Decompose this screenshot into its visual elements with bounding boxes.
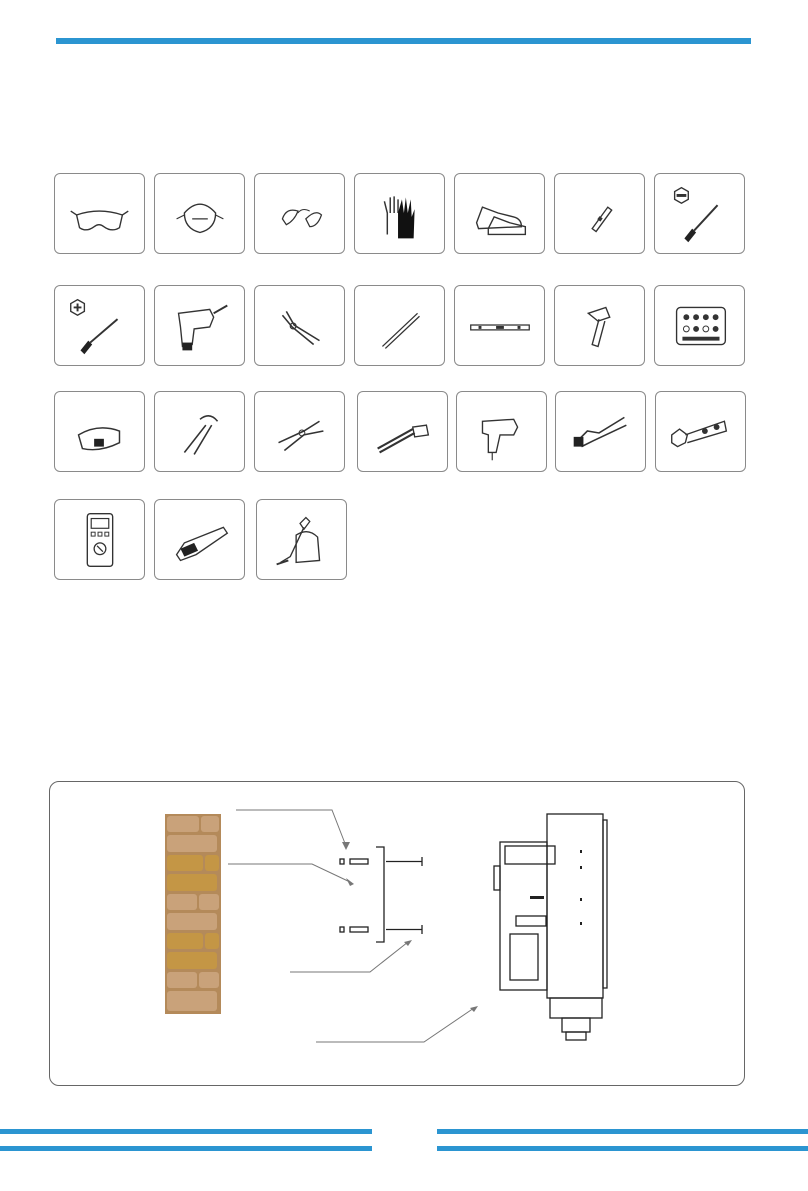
tool-tile-diagonal-pliers [254, 285, 345, 366]
tool-tile-wire-stripper [254, 391, 345, 472]
tool-tile-spirit-level [454, 285, 545, 366]
dust-mask-icon [155, 174, 244, 253]
vacuum-cleaner-icon [257, 500, 346, 579]
crimping-tool-rj45-icon [556, 392, 645, 471]
spirit-level-icon [455, 286, 544, 365]
tape-measure-icon [55, 392, 144, 471]
safety-goggles-icon [55, 174, 144, 253]
footer-bar-right-bottom [437, 1146, 808, 1151]
tool-tile-slotted-screwdriver [654, 173, 745, 254]
mc4-disconnect-wrench-icon [656, 392, 745, 471]
utility-knife-icon [555, 174, 644, 253]
tool-tile-heat-gun [456, 391, 547, 472]
crimping-tool-wire-icon [358, 392, 447, 471]
tool-tile-marker-pen [354, 285, 445, 366]
tool-tile-crimping-tool-rj45 [555, 391, 646, 472]
mounting-diagram [49, 781, 745, 1086]
multimeter-icon [55, 500, 144, 579]
footer-bar-right-top [437, 1129, 808, 1134]
tool-tile-utility-knife [554, 173, 645, 254]
footer-bar-left-top [0, 1129, 372, 1134]
mounting-diagram-drawing [50, 782, 746, 1087]
tool-tile-mc4-disconnect-wrench [655, 391, 746, 472]
tool-tile-dust-mask [154, 173, 245, 254]
phillips-screwdriver-icon [55, 286, 144, 365]
heat-gun-icon [457, 392, 546, 471]
marker-pen-icon [355, 286, 444, 365]
clamp-meter-icon [155, 500, 244, 579]
tool-tile-phillips-screwdriver [54, 285, 145, 366]
hammer-icon [555, 286, 644, 365]
hammer-drill-icon [155, 286, 244, 365]
tool-tile-safety-shoes [454, 173, 545, 254]
brick-wall [165, 814, 221, 1014]
tool-tile-end-cutting-pliers [154, 391, 245, 472]
protective-gloves-icon [355, 174, 444, 253]
tool-tile-crimping-tool-wire [357, 391, 448, 472]
header-bar [56, 38, 751, 44]
socket-wrench-set-icon [655, 286, 744, 365]
tool-tile-multimeter [54, 499, 145, 580]
tool-tile-vacuum-cleaner [256, 499, 347, 580]
inverter [494, 814, 607, 1040]
tool-tile-tape-measure [54, 391, 145, 472]
tool-tile-socket-wrench-set [654, 285, 745, 366]
diagonal-pliers-icon [255, 286, 344, 365]
wire-stripper-icon [255, 392, 344, 471]
slotted-screwdriver-icon [655, 174, 744, 253]
tool-tile-hammer-drill [154, 285, 245, 366]
tool-tile-safety-goggles [54, 173, 145, 254]
tool-tile-clamp-meter [154, 499, 245, 580]
safety-shoes-icon [455, 174, 544, 253]
tool-tile-hammer [554, 285, 645, 366]
footer-bar-left-bottom [0, 1146, 372, 1151]
ear-plugs-icon [255, 174, 344, 253]
leader-lines [228, 810, 474, 1042]
end-cutting-pliers-icon [155, 392, 244, 471]
mounting-bracket [340, 847, 422, 942]
tool-tile-ear-plugs [254, 173, 345, 254]
tool-tile-protective-gloves [354, 173, 445, 254]
